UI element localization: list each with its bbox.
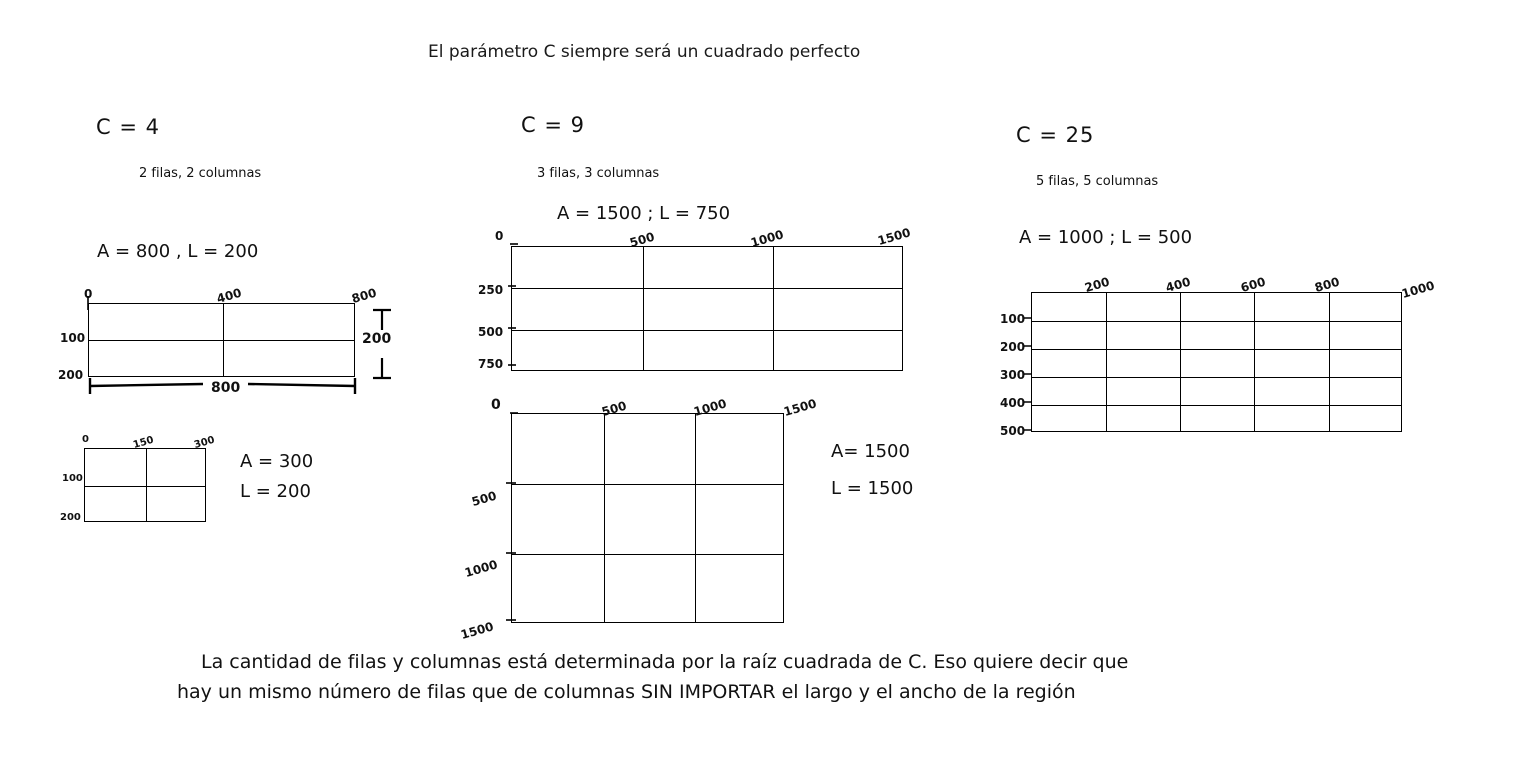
case-subtitle-c9: 3 filas, 3 columnas	[537, 166, 660, 181]
xtick-c25-2: 400	[1164, 274, 1193, 295]
ytick-c4-large-1: 100	[60, 331, 86, 345]
footer-line-2: hay un mismo número de filas que de columnas SIN IMPORTAR el largo y el ancho de la región	[177, 681, 1076, 703]
ytick-c4-small-2: 200	[60, 512, 81, 523]
axis-marks-c9-wide	[494, 240, 524, 380]
case-title-c4: C = 4	[96, 115, 160, 139]
area-label-c9-square: A= 1500	[831, 441, 910, 462]
ytick-c9-wide-2: 500	[478, 325, 504, 339]
case-c25-grid1-formula: A = 1000 ; L = 500	[1019, 227, 1193, 248]
case-subtitle-c4: 2 filas, 2 columnas	[139, 166, 262, 181]
xtick-c4-large-2: 800	[350, 285, 379, 306]
ytick-c9-square-1: 500	[470, 488, 499, 509]
grid-line-v	[773, 247, 774, 370]
grid-line-v	[604, 414, 605, 622]
xtick-c9-wide-3: 1500	[876, 225, 913, 248]
xtick-c9-square-2: 1000	[692, 396, 729, 419]
grid-c9-wide	[511, 246, 903, 371]
axis-marks-c25	[1014, 292, 1042, 442]
xtick-c9-wide-2: 1000	[749, 227, 786, 250]
ytick-c4-small-1: 100	[62, 473, 83, 484]
case-title-c25: C = 25	[1016, 123, 1095, 147]
xtick-c9-wide-0: 0	[495, 229, 504, 243]
grid-c4-small	[84, 448, 206, 522]
grid-c9-square	[511, 413, 784, 623]
ytick-c9-wide-1: 250	[478, 283, 504, 297]
page-title: El parámetro C siempre será un cuadrado perfecto	[428, 42, 861, 62]
xtick-c25-5: 1000	[1400, 278, 1437, 301]
grid-line-h	[1032, 349, 1401, 350]
ytick-c25-0: 100	[1000, 312, 1026, 326]
ytick-c25-4: 500	[1000, 424, 1026, 438]
case-c4-grid1-formula: A = 800 , L = 200	[97, 241, 259, 262]
ytick-c25-2: 300	[1000, 368, 1026, 382]
xtick-c4-large-0: 0	[84, 287, 93, 301]
xtick-c9-square-1: 500	[600, 398, 629, 419]
height-label-c4: 200	[362, 331, 392, 347]
grid-line-h	[1032, 377, 1401, 378]
ytick-c25-3: 400	[1000, 396, 1026, 410]
xtick-c9-square-3: 1500	[782, 396, 819, 419]
area-label-c4-small: A = 300	[240, 451, 314, 472]
xtick-c25-1: 200	[1083, 274, 1112, 295]
case-subtitle-c25: 5 filas, 5 columnas	[1036, 174, 1159, 189]
ytick-c9-square-3: 1500	[459, 619, 496, 642]
xtick-c9-square-0: 0	[491, 397, 501, 413]
xtick-c9-wide-1: 500	[628, 229, 657, 250]
grid-line-h	[512, 288, 902, 289]
length-label-c9-square: L = 1500	[831, 478, 914, 499]
xtick-c4-small-1: 150	[131, 434, 156, 451]
xtick-c4-large-1: 400	[215, 285, 244, 306]
grid-line-h	[512, 484, 783, 485]
ytick-c9-wide-3: 750	[478, 357, 504, 371]
xtick-c4-small-0: 0	[82, 434, 89, 445]
xtick-c25-3: 600	[1239, 274, 1268, 295]
width-label-c4: 800	[211, 380, 241, 396]
ytick-c25-1: 200	[1000, 340, 1026, 354]
axis-marks-c9-square	[496, 408, 526, 628]
grid-line-v	[1180, 293, 1181, 431]
grid-line-h	[512, 554, 783, 555]
ytick-c9-square-2: 1000	[463, 557, 500, 580]
grid-line-h	[85, 486, 205, 487]
grid-line-v	[1254, 293, 1255, 431]
grid-c25	[1031, 292, 1402, 432]
xtick-c4-small-2: 300	[192, 434, 217, 451]
length-label-c4-small: L = 200	[240, 481, 311, 502]
grid-line-v	[643, 247, 644, 370]
grid-line-v	[1329, 293, 1330, 431]
grid-line-h	[1032, 321, 1401, 322]
grid-line-h	[512, 330, 902, 331]
footer-line-1: La cantidad de filas y columnas está determinada por la raíz cuadrada de C. Eso quiere decir que	[201, 651, 1129, 673]
grid-line-v	[146, 449, 147, 521]
grid-line-v	[695, 414, 696, 622]
case-c9-grid1-formula: A = 1500 ; L = 750	[557, 203, 731, 224]
ytick-c4-large-2: 200	[58, 368, 84, 382]
grid-line-h	[1032, 405, 1401, 406]
xtick-c25-4: 800	[1313, 274, 1342, 295]
grid-line-v	[1106, 293, 1107, 431]
case-title-c9: C = 9	[521, 113, 585, 137]
